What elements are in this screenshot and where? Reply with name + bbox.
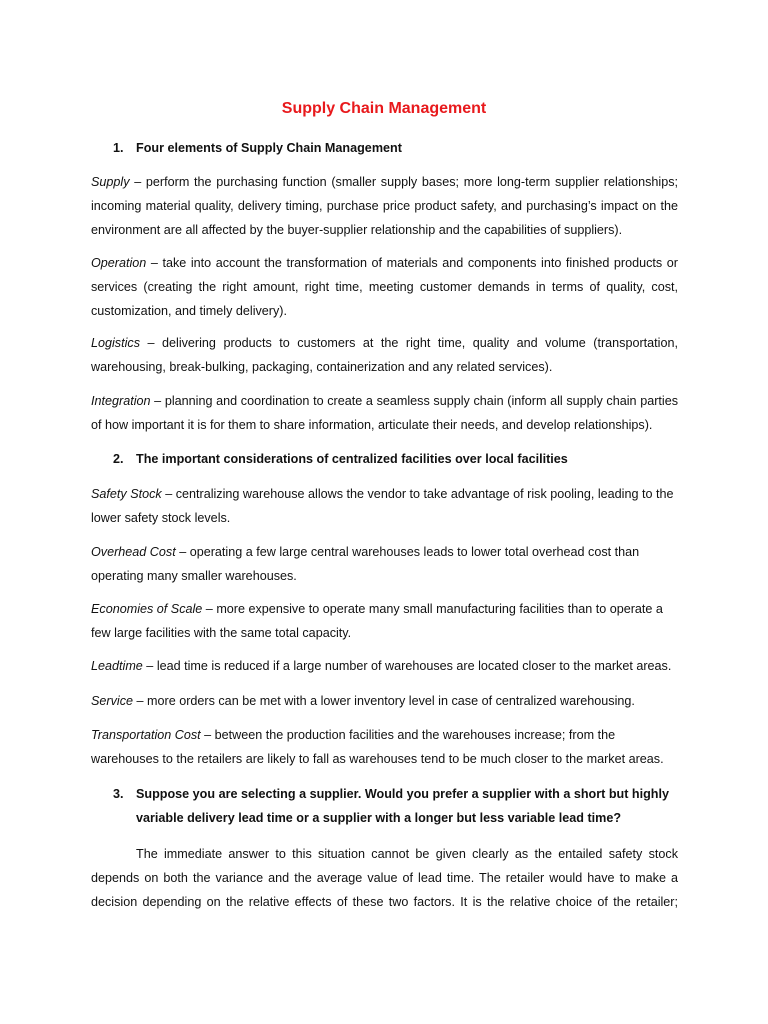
text-economies-of-scale: – more expensive to operate many small manufacturing facilities than to operate a few large facilities with the same total capacity. (91, 602, 663, 640)
paragraph-leadtime (91, 654, 678, 678)
term-logistics: Logistics (91, 336, 140, 350)
paragraph-supply (91, 170, 678, 242)
section-3-number: 3. (113, 787, 124, 801)
section-2-heading (113, 447, 683, 471)
term-transportation-cost: Transportation Cost (91, 728, 201, 742)
text-service: – more orders can be met with a lower inventory level in case of centralized warehousing. (133, 694, 635, 708)
text-transportation-cost: – between the production facilities and the warehouses increase; from the warehouses to the retailers are likely to fall as warehouses tend to be much closer to the market areas. (91, 728, 664, 766)
text-logistics: – delivering products to customers at the right time, quality and volume (transportation, warehousing, break-bulking, packaging, containerization and any related services). (91, 336, 678, 374)
text-leadtime: – lead time is reduced if a large number of warehouses are located closer to the market areas. (142, 659, 672, 673)
text-integration: – planning and coordination to create a seamless supply chain (inform all supply chain parties of how important it is for them to share information, articulate their needs, and develop relationships). (91, 394, 678, 432)
text-overhead-cost: – operating a few large central warehouses leads to lower total overhead cost than operating many smaller warehouses. (91, 545, 640, 583)
paragraph-integration (91, 389, 678, 437)
paragraph-service (91, 689, 678, 713)
paragraph-transportation-cost (91, 723, 678, 771)
paragraph-logistics (91, 331, 678, 379)
term-service: Service (91, 694, 133, 708)
text-operation: – take into account the transformation of materials and components into finished products or services (creating the right amount, right time, meeting customer demands in terms of quality, cost, customization, and timely delivery). (91, 256, 678, 318)
section-2-number: 2. (113, 452, 124, 466)
paragraph-operation (91, 251, 678, 323)
term-integration: Integration (91, 394, 151, 408)
text-supply: – perform the purchasing function (smaller supply bases; more long-term supplier relationships; incoming material quality, delivery timing, purchase price product safety, and purchasing’s impact on the environment are all affected by the buyer-supplier relationship and the capabilities of suppliers). (91, 175, 678, 237)
paragraph-overhead-cost (91, 540, 678, 588)
term-safety-stock: Safety Stock (91, 487, 162, 501)
paragraph-safety-stock (91, 482, 678, 530)
section-3-body: The immediate answer to this situation cannot be given clearly as the entailed safety stock depends on both the variance and the average value of lead time. The retailer would have to make a decision depending on the relative effects of these two factors. It is the relative choice of the retailer; (91, 847, 678, 909)
section-1-number: 1. (113, 141, 124, 155)
term-operation: Operation (91, 256, 147, 270)
section-1-heading (113, 136, 683, 160)
paragraph-economies-of-scale (91, 597, 678, 645)
text-safety-stock: – centralizing warehouse allows the vendor to take advantage of risk pooling, leading to the lower safety stock levels. (91, 487, 674, 525)
term-supply: Supply (91, 175, 130, 189)
term-economies-of-scale: Economies of Scale (91, 602, 203, 616)
document-title: Supply Chain Management (281, 100, 487, 117)
section-2-heading-text: The important considerations of centralized facilities over local facilities (136, 452, 568, 466)
term-leadtime: Leadtime (91, 659, 143, 673)
section-3-heading-text: Suppose you are selecting a supplier. Would you prefer a supplier with a short but highly variable delivery lead time or a supplier with a longer but less variable lead time? (136, 787, 669, 825)
section-1-heading-text: Four elements of Supply Chain Management (136, 141, 402, 155)
term-overhead-cost: Overhead Cost (91, 545, 176, 559)
